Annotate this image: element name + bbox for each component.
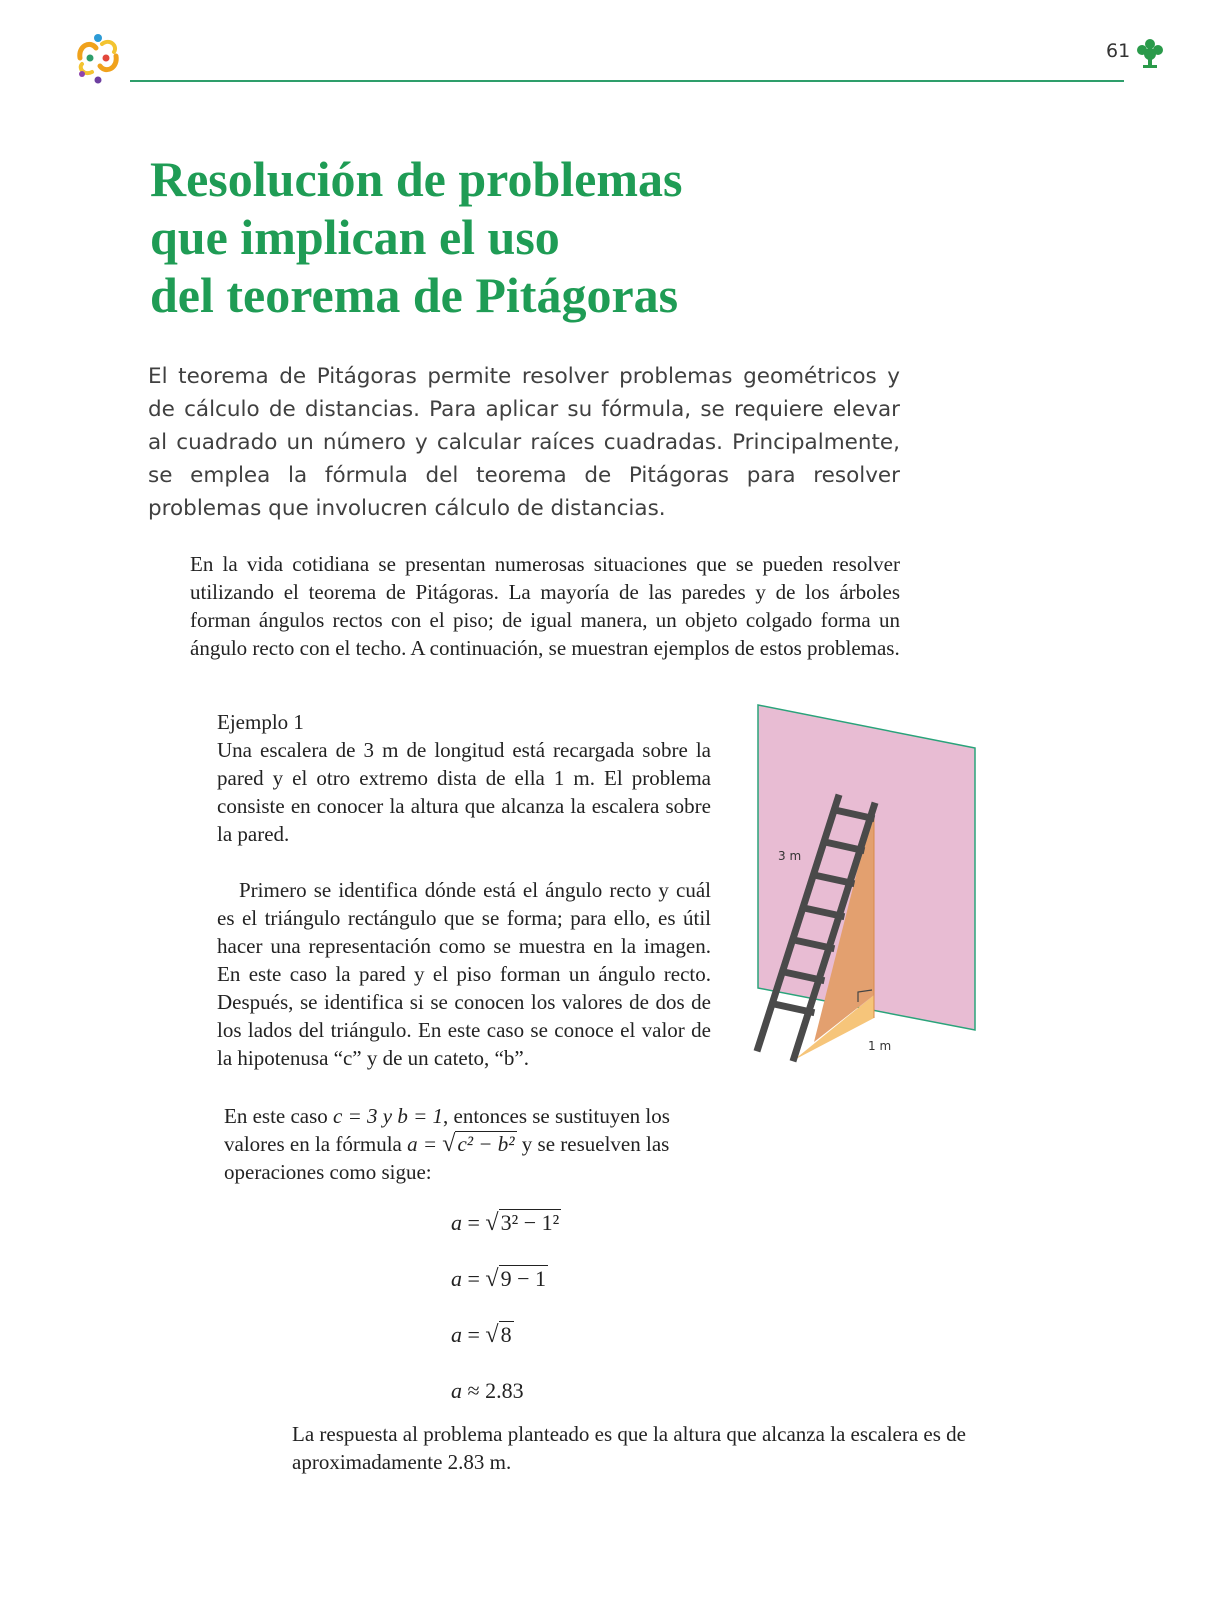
- eq3-op: =: [467, 1322, 480, 1347]
- example-heading: Ejemplo 1: [217, 710, 304, 734]
- eq1-radicand: 3² − 1²: [500, 1210, 560, 1235]
- tree-icon: [1136, 38, 1164, 70]
- formula-radicand: c² − b²: [457, 1132, 515, 1156]
- eq1-var: a: [451, 1210, 462, 1235]
- equation-3: [451, 1322, 514, 1349]
- eq3-radical: √: [485, 1322, 499, 1348]
- example-step-2: [224, 1102, 676, 1186]
- series-logo-icon: [68, 30, 128, 86]
- step2-text-a: En este caso: [224, 1104, 334, 1128]
- eq3-var: a: [451, 1322, 462, 1347]
- eq2-radicand: 9 − 1: [500, 1266, 547, 1291]
- eq1-radical: √: [485, 1210, 499, 1236]
- title-line-1: Resolución de problemas: [150, 151, 683, 207]
- eq3-radicand: 8: [500, 1322, 512, 1347]
- radical-sign: √: [442, 1131, 456, 1157]
- example-statement: Una escalera de 3 m de longitud está recargada sobre la pared y el otro extremo dista de ella 1 m. El problema consiste en conocer la altura que alcanza la escalera sobre la pared.: [217, 738, 711, 846]
- formula-lhs: a =: [407, 1132, 443, 1156]
- equation-2: [451, 1266, 548, 1293]
- step2-condition: c = 3 y b = 1: [333, 1104, 444, 1128]
- eq1-op: =: [467, 1210, 480, 1235]
- title-line-2: que implican el uso: [150, 209, 560, 265]
- step2-text-c: y se resuelven las operaciones como sigue:: [224, 1132, 670, 1184]
- label-base: 1 m: [868, 1039, 892, 1053]
- context-paragraph: En la vida cotidiana se presentan numerosas situaciones que se pueden resolver utilizando el teorema de Pitágoras. La mayoría de las paredes y de los árboles forman ángulos rectos con el piso; de igual manera, un objeto colgado forma un ángulo recto con el techo. A continuación, se muestran ejemplos de estos problemas.: [190, 552, 900, 660]
- intro-paragraph: El teorema de Pitágoras permite resolver problemas geométricos y de cálculo de distancias. Para aplicar su fórmula, se requiere elevar al cuadrado un número y calcular raíces cuadradas. Principalmente, se emplea la fórmula del teorema de Pitágoras para resolver problemas que involucren cálculo de distancias.: [148, 364, 900, 521]
- ladder-wall-figure: [750, 700, 990, 1070]
- eq2-var: a: [451, 1266, 462, 1291]
- eq4-var: a: [451, 1378, 462, 1403]
- header-rule: [130, 80, 1124, 82]
- eq4-op: ≈: [467, 1378, 480, 1403]
- step2-text-b: , entonces se sustituyen los valores en la fórmula: [224, 1104, 670, 1156]
- eq4-value: 2.83: [485, 1378, 524, 1403]
- example-step-1: Primero se identifica dónde está el ángulo recto y cuál es el triángulo rectángulo que se forma; para ello, es útil hacer una representación como se muestra en la imagen. En este caso la pared y el piso forman un ángulo recto. Después, se identifica si se conocen los valores de dos de los lados del triángulo. En este caso se conoce el valor de la hipotenusa “c” y de un cateto, “b”.: [217, 878, 711, 1070]
- page-title: [150, 150, 682, 324]
- equation-4: [451, 1378, 524, 1404]
- title-line-3: del teorema de Pitágoras: [150, 267, 679, 323]
- answer-paragraph: La respuesta al problema planteado es que la altura que alcanza la escalera es de aproximadamente 2.83 m.: [292, 1422, 966, 1474]
- eq2-op: =: [467, 1266, 480, 1291]
- label-hypotenuse: 3 m: [778, 849, 802, 863]
- eq2-radical: √: [485, 1266, 499, 1292]
- equation-1: [451, 1210, 561, 1237]
- page-number: 61: [1106, 40, 1131, 62]
